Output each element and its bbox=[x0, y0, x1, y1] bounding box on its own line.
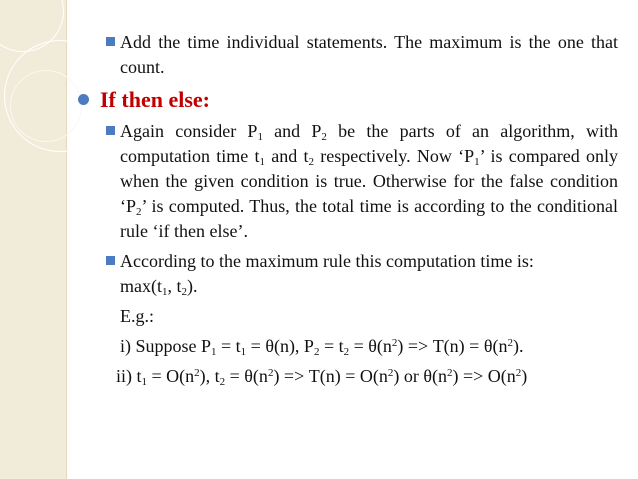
section-heading: If then else: bbox=[100, 87, 210, 112]
round-bullet-icon bbox=[78, 94, 89, 105]
heading-if-then-else bbox=[78, 85, 618, 115]
example-2: ii) $t_1 = O(n^2)$, $t_2 = \theta(n^2) => T(n) = O(n^2)$ or $\theta(n^2) => O(n^2)$ bbox=[116, 366, 528, 388]
decorative-left-band bbox=[0, 0, 67, 479]
slide-content bbox=[78, 30, 618, 394]
bullet-maximum-rule bbox=[78, 249, 618, 299]
bullet-text: Again consider $P_1$ and $P_2$ be the parts of an algorithm, with computation time $t_1$ and $t_2$ respectively. Now ‘$P_1$’ is compared only when the given condition is true. Otherwise for the false condition ‘$P_2$’ is computed. Thus, the total time is according to the conditional rule ‘if then else’. bbox=[120, 121, 618, 241]
example-label: E.g.: bbox=[120, 306, 154, 326]
bullet-text: According to the maximum rule this computation time is: $\max(t_1$, $t_2$). bbox=[120, 251, 534, 298]
bullet-add-time bbox=[78, 30, 618, 80]
bullet-text: Add the time individual statements. The maximum is the one that count. bbox=[120, 32, 618, 77]
square-bullet-icon bbox=[106, 256, 115, 265]
decorative-circle bbox=[10, 70, 82, 142]
bullet-consider-parts bbox=[78, 119, 618, 244]
square-bullet-icon bbox=[106, 37, 115, 46]
example-1: i) Suppose $P_1 = t_1 = \theta(n)$, $P_2 = t_2 = \theta(n^2) => T(n) = \theta(n^2)$. bbox=[120, 336, 524, 358]
square-bullet-icon bbox=[106, 126, 115, 135]
